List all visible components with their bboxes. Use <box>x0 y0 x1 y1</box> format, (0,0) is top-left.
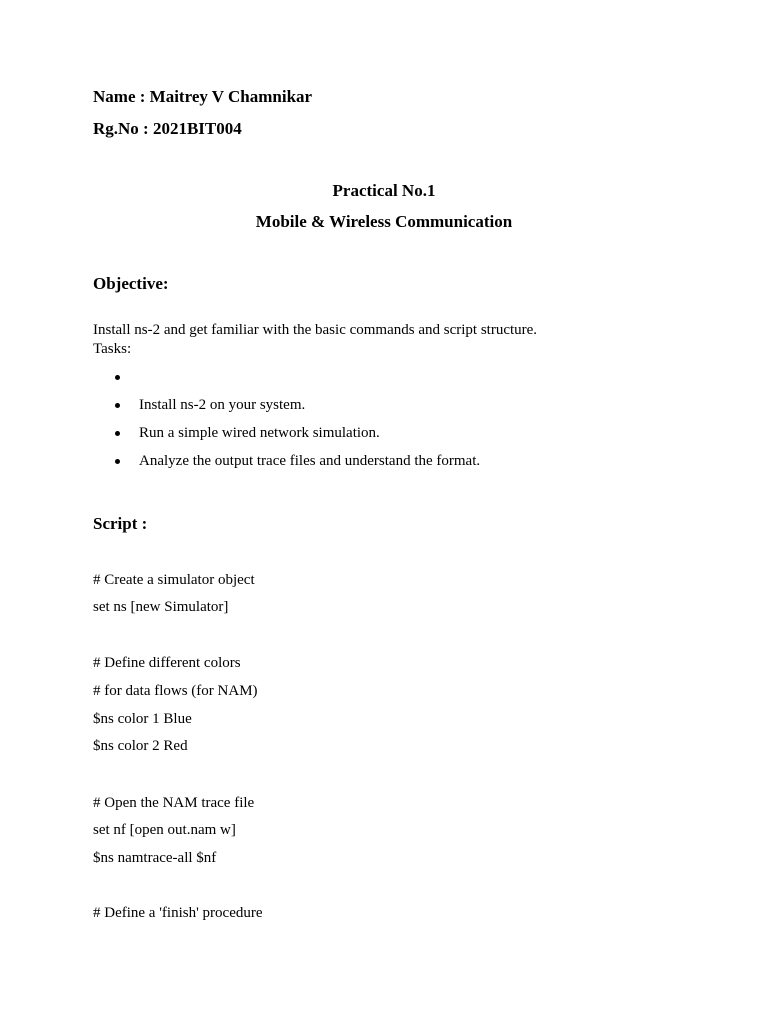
task-text: Run a simple wired network simulation. <box>139 425 380 441</box>
script-line: # Create a simulator object <box>93 572 255 588</box>
script-line: $ns color 1 Blue <box>93 711 192 727</box>
script-line: $ns namtrace-all $nf <box>93 850 217 866</box>
task-item <box>93 422 480 450</box>
task-text: Analyze the output trace files and understand the format. <box>139 453 481 469</box>
script-line: # Define a 'finish' procedure <box>93 905 263 921</box>
subject-title: Mobile & Wireless Communication <box>255 212 513 231</box>
script-line: set ns [new Simulator] <box>93 599 229 615</box>
script-line: set nf [open out.nam w] <box>93 822 236 838</box>
task-item <box>93 366 480 394</box>
script-line: # Open the NAM trace file <box>93 795 255 811</box>
task-list <box>93 366 480 478</box>
bullet-icon <box>115 375 120 380</box>
bullet-icon <box>115 431 120 436</box>
objective-heading: Objective: <box>93 274 169 293</box>
task-item <box>93 450 480 478</box>
bullet-icon <box>115 403 120 408</box>
objective-description: Install ns-2 and get familiar with the basic commands and script structure. <box>93 322 538 338</box>
task-item <box>93 394 480 422</box>
script-line: # for data flows (for NAM) <box>93 683 258 699</box>
script-line: $ns color 2 Red <box>93 738 188 754</box>
bullet-icon <box>115 459 120 464</box>
practical-number-title: Practical No.1 <box>332 181 436 200</box>
script-line: # Define different colors <box>93 655 241 671</box>
student-name: Name : Maitrey V Chamnikar <box>93 87 313 106</box>
script-heading: Script : <box>93 514 148 533</box>
task-text: Install ns-2 on your system. <box>139 397 306 413</box>
tasks-label: Tasks: <box>93 341 132 357</box>
registration-number: Rg.No : 2021BIT004 <box>93 119 242 138</box>
